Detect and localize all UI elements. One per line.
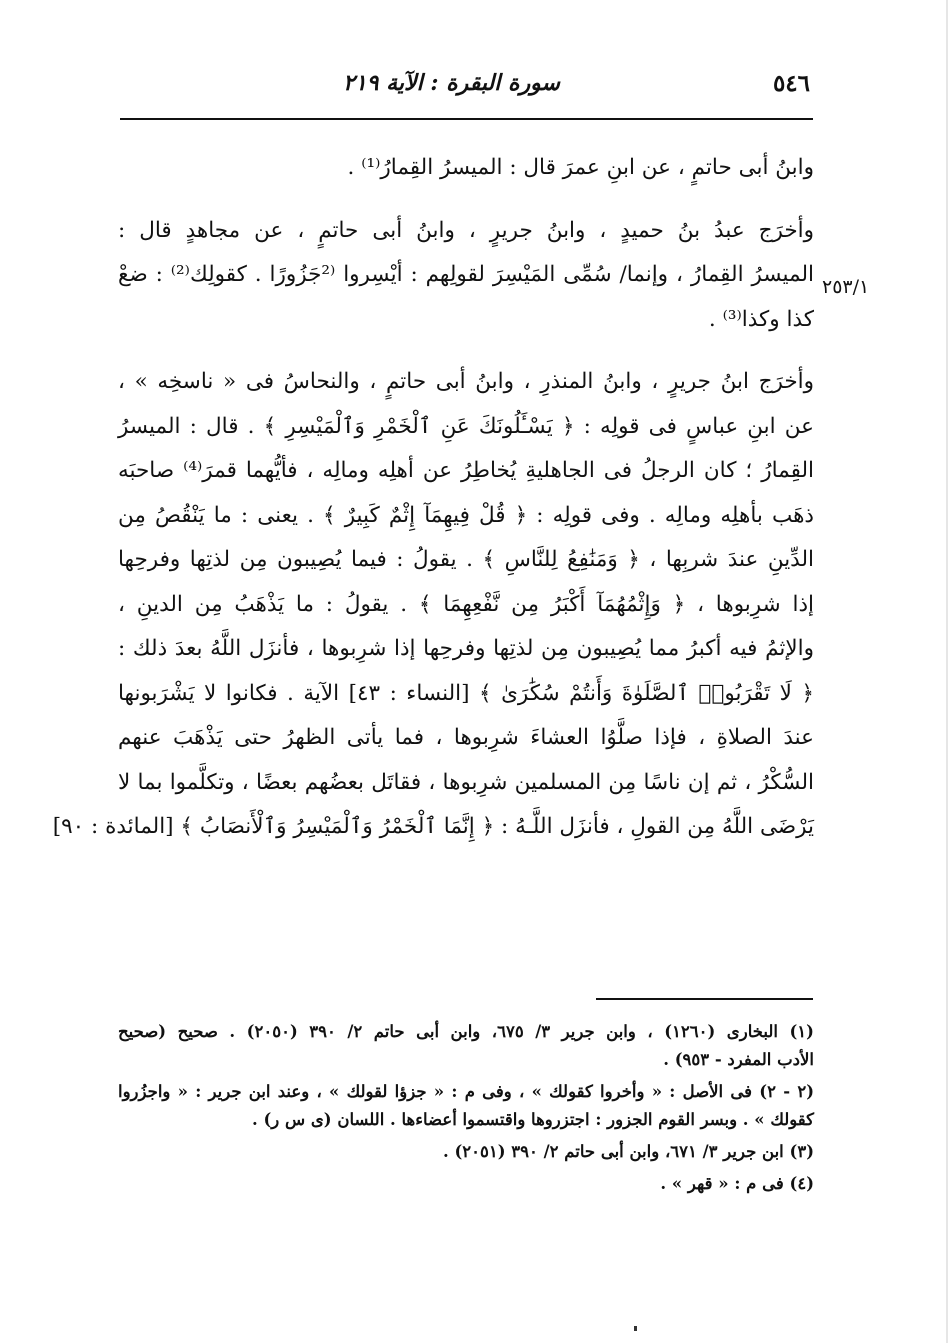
footnote [118,1018,814,1074]
text-line: ﴿ لَا تَقْرَبُوا۟ ٱلصَّلَوٰةَ وَأَنتُمْ سُكَٰرَىٰ ﴾ [النساء : ٤٣] الآية . فكانوا لا يَشْرَبونها [118,680,814,706]
footnote-line: (١) البخارى (١٢٦٠) ، وابن جرير ٣/ ٦٧٥، وابن أبى حاتم ٢/ ٣٩٠ (٢٠٥٠) . صحيح (صحيح [118,1022,814,1041]
footnote-line: كقولك » . وبسر القوم الجزور : اجتزروها واقتسموا أعضاءها . اللسان (ى س ر) . [252,1110,814,1129]
footnote-line: (٢ - ٢) فى الأصل : « وأخروا كقولك » ، وفى م : « جزؤا لقولك » ، وعند ابن جرير : « واجزُروا [118,1082,814,1101]
scan-mark [634,1326,637,1331]
page-header [120,66,810,106]
text-line: يَرْضَى اللَّهُ مِن القولِ ، فأنزَل اللَّـهُ : ﴿ إِنَّمَا ٱلْخَمْرُ وَٱلْمَيْسِرُ وَٱلْأَنصَابُ ﴾ [المائدة : ٩٠] [52,814,814,839]
paragraph [118,209,814,343]
text-line: ذهَب بأهلِه ومالِه . وفى قولِه : ﴿ قُلْ فِيهِمَآ إِثْمٌ كَبِيرٌ ﴾ . يعنى : ما يَنْقُصُ مِن [118,502,814,528]
text-line: وأخرَج ابنُ جريرٍ ، وابنُ المنذرِ ، وابنُ أبى حاتمٍ ، والنحاسُ فى « ناسخِه » ، [118,369,814,394]
paragraph [118,146,814,191]
paragraph [52,360,814,850]
text-line: إذا شرِبوها ، ﴿ وَإِثْمُهُمَآ أَكْبَرُ مِن نَّفْعِهِمَا ﴾ . يقولُ : ما يَذْهَبُ مِن الدينِ ، [118,591,814,617]
page-number: ٥٤٦ [772,70,810,97]
text-line: السُّكْرُ ، ثم إن ناسًا مِن المسلمين شرِبوها ، فقاتَل بعضُهم بعضًا ، وتكلَّموا بما لا [118,769,814,795]
text-line: كذا وكذا⁽³⁾ . [708,306,814,332]
margin-reference: ٢٥٣/١ [822,276,870,298]
footnote [118,1170,814,1198]
footnote [118,1138,814,1166]
text-line: الميسرُ القِمارُ ، وإنما/ سُمِّى المَيْسِرَ لقولِهم : أيْسِروا ⁽²جَزُورًا . كقولِك⁽²⁾ : ضعْ [118,262,814,287]
text-line: عندَ الصلاةِ ، فإذا صلَّوُا العشاءَ شرِبوها ، فما يأتى الظهرُ حتى يَذْهَبَ عنهم [118,725,814,750]
footnotes [118,1018,814,1198]
footnote-line: الأدب المفرد - ٩٥٣) . [663,1050,814,1069]
footnote [118,1078,814,1134]
footnote-line: (٣) ابن جرير ٣/ ٦٧١، وابن أبى حاتم ٢/ ٣٩٠ (٢٠٥١) . [442,1142,814,1161]
text-line: الدِّينِ عندَ شربِها ، ﴿ وَمَنَٰفِعُ لِلنَّاسِ ﴾ . يقولُ : فيما يُصِيبون مِن لذتِها وفرحِها [118,547,814,572]
text-line: القِمارُ ؛ كان الرجلُ فى الجاهليةِ يُخاطِرُ عن أهلِه ومالِه ، فأيُّهما قمرَ⁽⁴⁾ صاحبَه [118,458,814,483]
footnote-line: (٤) فى م : « قهر » . [660,1174,814,1193]
text-line: والإثمُ فيه أكبرُ مما يُصِيبون مِن لذتِها وفرحِها إذا شرِبوها ، فأنزَل اللَّهُ بعدَ ذلك : [118,636,814,661]
text-line: وابنُ أبى حاتمٍ ، عن ابنِ عمرَ قال : الميسرُ القِمارُ⁽¹⁾ . [347,155,814,180]
main-text [52,146,814,850]
header-rule [120,118,813,120]
running-title: سورة البقرة : الآية ٢١٩ [343,70,560,96]
text-line: وأخرَج عبدُ بنُ حميدٍ ، وابنُ جريرٍ ، وابنُ أبى حاتمٍ ، عن مجاهدٍ قال : [118,217,814,243]
text-line: عن ابنِ عباسٍ فى قولِه : ﴿ يَسْـَٔلُونَكَ عَنِ ٱلْخَمْرِ وَٱلْمَيْسِرِ ﴾ . قال : الميسرُ [118,413,814,439]
footnote-rule [596,998,813,1000]
